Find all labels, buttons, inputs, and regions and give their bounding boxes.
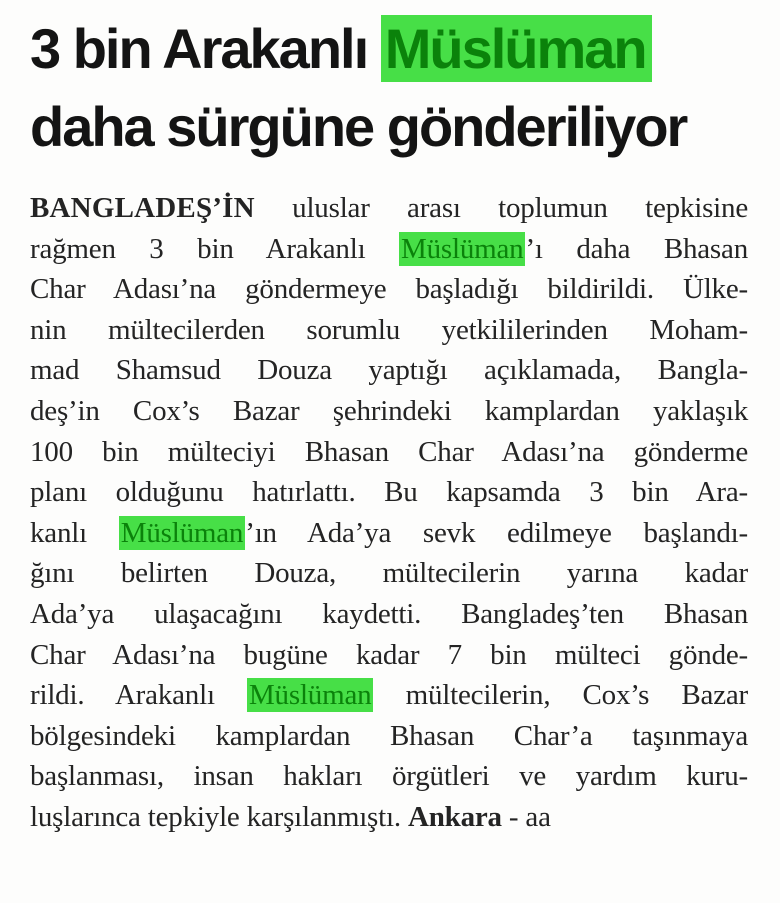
- headline-line-1: [30, 10, 748, 88]
- body-text-segment: ğını belirten Douza, mültecilerin yarına kadar: [30, 557, 748, 590]
- body-line: [30, 432, 748, 473]
- body-line: [30, 269, 748, 310]
- body-text-segment: bölgesindeki kamplardan Bhasan Char’a taşınmaya: [30, 719, 748, 752]
- headline-text: 3 bin Arakanlı: [30, 17, 381, 80]
- body-line: [30, 716, 748, 757]
- body-line: [30, 797, 748, 838]
- body-text-segment: luşlarınca tepkiyle karşılanmıştı.: [30, 800, 408, 833]
- highlighted-word: Müslüman: [120, 516, 244, 549]
- headline-line-2: daha sürgüne gönderiliyor: [30, 95, 687, 158]
- body-text-segment: 100 bin mülteciyi Bhasan Char Adası’na gönderme: [30, 435, 748, 468]
- body-text-segment: ’ı daha Bhasan: [525, 232, 748, 265]
- body-text-segment: deş’in Cox’s Bazar şehrindeki kamplardan yaklaşık: [30, 394, 748, 427]
- body-line: [30, 188, 748, 229]
- body-text-segment: başlanması, insan hakları örgütleri ve yardım kuru-: [30, 760, 748, 793]
- body-line: [30, 553, 748, 594]
- body-line: [30, 229, 748, 270]
- body-line: [30, 594, 748, 635]
- sign-off-agency: - aa: [501, 800, 551, 833]
- body-text-segment: ’ın Ada’ya sevk edilmeye başlandı-: [245, 516, 748, 549]
- body-line: [30, 635, 748, 676]
- highlighted-word: Müslüman: [400, 232, 524, 265]
- article-headline: [30, 10, 748, 166]
- body-text-segment: planı olduğunu hatırlattı. Bu kapsamda 3 bin Ara-: [30, 476, 748, 509]
- body-line: [30, 310, 748, 351]
- body-text-segment: nin mültecilerden sorumlu yetkililerinden Moham-: [30, 313, 748, 346]
- body-text-segment: Char Adası’na göndermeye başladığı bildirildi. Ülke-: [30, 273, 748, 306]
- highlighted-word: Müslüman: [248, 679, 372, 712]
- body-text-segment: rağmen 3 bin Arakanlı: [30, 232, 399, 265]
- body-line: [30, 675, 748, 716]
- body-line: [30, 472, 748, 513]
- headline-highlighted-word: Müslüman: [381, 15, 652, 82]
- body-text-segment: kanlı: [30, 516, 119, 549]
- body-text-segment: rildi. Arakanlı: [30, 679, 247, 712]
- article-body: [30, 188, 748, 838]
- body-line: [30, 756, 748, 797]
- sign-off-city: Ankara: [407, 800, 502, 833]
- dateline-lead: BANGLADEŞ’İN: [30, 192, 255, 224]
- body-text-segment: mad Shamsud Douza yaptığı açıklamada, Bangla-: [30, 354, 748, 387]
- body-line: [30, 391, 748, 432]
- body-text-segment: uluslar arası toplumun tepkisine: [254, 192, 748, 224]
- body-text-segment: mültecilerin, Cox’s Bazar: [373, 679, 748, 712]
- body-text-segment: Ada’ya ulaşacağını kaydetti. Bangladeş’ten Bhasan: [30, 597, 748, 630]
- body-line: [30, 350, 748, 391]
- body-line: [30, 513, 748, 554]
- body-text-segment: Char Adası’na bugüne kadar 7 bin mülteci gönde-: [30, 638, 748, 671]
